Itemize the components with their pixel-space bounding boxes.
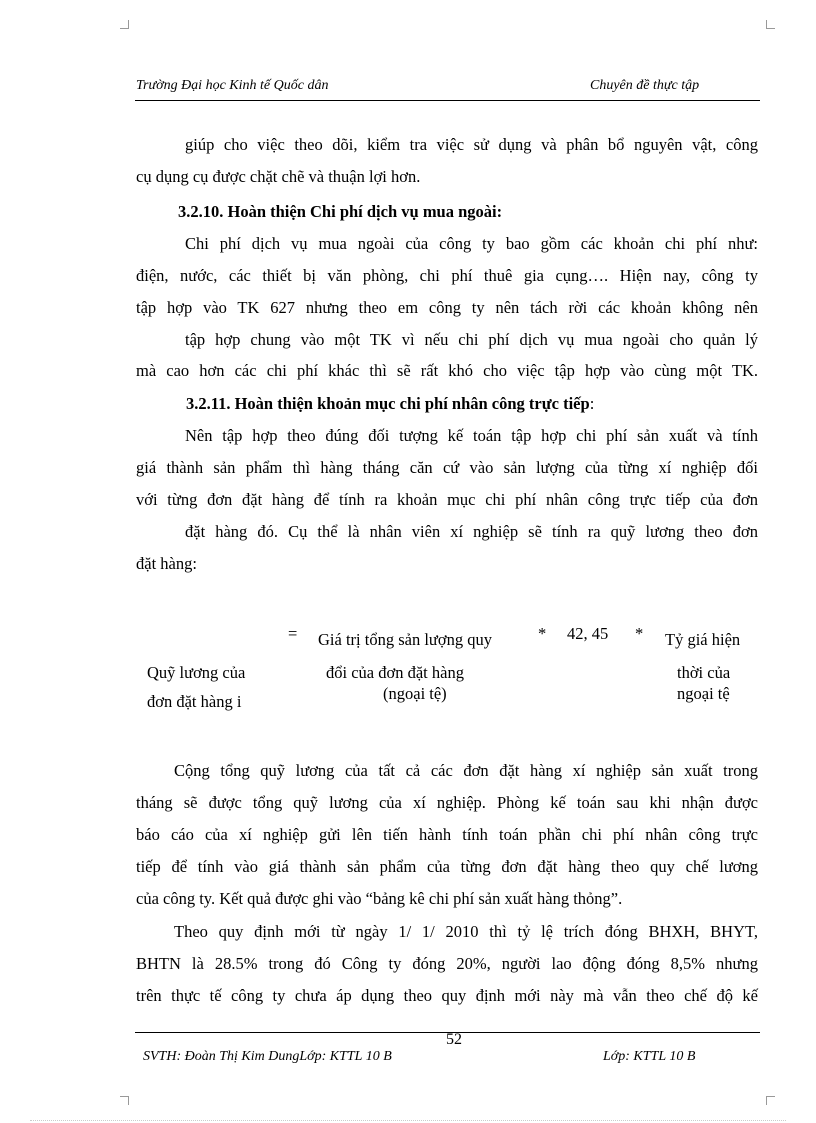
page-number: 52 — [446, 1031, 462, 1048]
formula-term2-line-3: ngoại tệ — [677, 684, 730, 703]
body-line-19: tiếp để tính vào giá thành sản phẩm của từng đơn đặt hàng theo quy chế lương — [136, 857, 758, 876]
section-heading-3-2-10: 3.2.10. Hoàn thiện Chi phí dịch vụ mua ngoài: — [178, 202, 503, 221]
formula-term2-line-1: Tỷ giá hiện — [665, 630, 741, 649]
page-edge-dotted — [30, 1120, 786, 1121]
body-line-15: đặt hàng: — [136, 554, 197, 573]
body-line-2: cụ dụng cụ được chặt chẽ và thuận lợi hơn. — [136, 167, 421, 186]
body-line-22: BHTN là 28.5% trong đó Công ty đóng 20%, người lao động đóng 8,5% nhưng — [136, 954, 758, 973]
body-line-12: giá thành sản phẩm thì hàng tháng căn cứ vào sản lượng của từng xí nghiệp đối — [136, 458, 758, 477]
body-line-14: đặt hàng đó. Cụ thể là nhân viên xí nghiệp sẽ tính ra quỹ lương theo đơn — [185, 522, 758, 541]
body-line-8: mà cao hơn các chi phí khác thì sẽ rất khó cho việc tập hợp vào cùng một TK. — [136, 361, 758, 380]
crop-mark-bottom-left — [120, 1096, 129, 1105]
footer-class: Lớp: KTTL 10 B — [603, 1049, 696, 1064]
body-line-1: giúp cho việc theo dõi, kiểm tra việc sử dụng và phân bổ nguyên vật, công — [185, 135, 758, 154]
formula-term2-line-2: thời của — [677, 663, 731, 682]
body-line-23: trên thực tế công ty chưa áp dụng theo quy định mới này mà vẫn theo chế độ kế — [136, 986, 758, 1005]
body-line-16: Cộng tổng quỹ lương của tất cả các đơn đặt hàng xí nghiệp sản xuất trong — [174, 761, 758, 780]
section-heading-3-2-11-text: 3.2.11. Hoàn thiện khoản mục chi phí nhân công trực tiếp — [186, 394, 590, 413]
body-line-17: tháng sẽ được tổng quỹ lương của xí nghiệp. Phòng kế toán sau khi nhận được — [136, 793, 758, 812]
header-rule — [135, 100, 760, 101]
body-line-11: Nên tập hợp theo đúng đối tượng kế toán tập hợp chi phí sản xuất và tính — [185, 426, 758, 445]
formula-term1-line-1: Giá trị tổng sản lượng quy — [318, 630, 492, 649]
crop-mark-top-left — [120, 20, 129, 29]
formula-term1-line-2: đổi của đơn đặt hàng — [326, 663, 464, 682]
body-line-7: tập hợp chung vào một TK vì nếu chi phí dịch vụ mua ngoài cho quản lý — [185, 330, 758, 349]
formula-equals-sign: = — [288, 624, 298, 643]
footer-student: SVTH: Đoàn Thị Kim DungLớp: KTTL 10 B — [143, 1049, 392, 1064]
formula-constant: 42, 45 — [567, 624, 609, 643]
body-line-5: điện, nước, các thiết bị văn phòng, chi phí thuê gia cụng…. Hiện nay, công ty — [136, 266, 758, 285]
formula-multiply-sign-2: * — [635, 624, 644, 643]
body-line-13: với từng đơn đặt hàng để tính ra khoản mục chi phí nhân công trực tiếp của đơn — [136, 490, 758, 509]
section-heading-3-2-11 — [186, 394, 746, 414]
body-line-21: Theo quy định mới từ ngày 1/ 1/ 2010 thì tỷ lệ trích đóng BHXH, BHYT, — [174, 922, 758, 941]
body-line-4: Chi phí dịch vụ mua ngoài của công ty bao gồm các khoản chi phí như: — [185, 234, 758, 253]
body-line-20: của công ty. Kết quả được ghi vào “bảng kê chi phí sản xuất hàng thỏng”. — [136, 889, 623, 908]
section-heading-colon: : — [589, 394, 595, 413]
body-line-18: báo cáo của xí nghiệp gửi lên tiến hành tính toán phần chi phí nhân công trực — [136, 825, 758, 844]
formula-multiply-sign-1: * — [538, 624, 547, 643]
body-line-6: tập hợp vào TK 627 nhưng theo em công ty nên tách rời các khoản không nên — [136, 298, 758, 317]
formula-term1-line-3: (ngoại tệ) — [383, 684, 447, 703]
header-school: Trường Đại học Kinh tế Quốc dân — [136, 78, 329, 93]
header-report-type: Chuyên đề thực tập — [590, 78, 700, 93]
crop-mark-bottom-right — [766, 1096, 775, 1105]
crop-mark-top-right — [766, 20, 775, 29]
formula-lhs-line-1: Quỹ lương của — [147, 663, 246, 682]
formula-lhs-line-2: đơn đặt hàng i — [147, 692, 242, 711]
